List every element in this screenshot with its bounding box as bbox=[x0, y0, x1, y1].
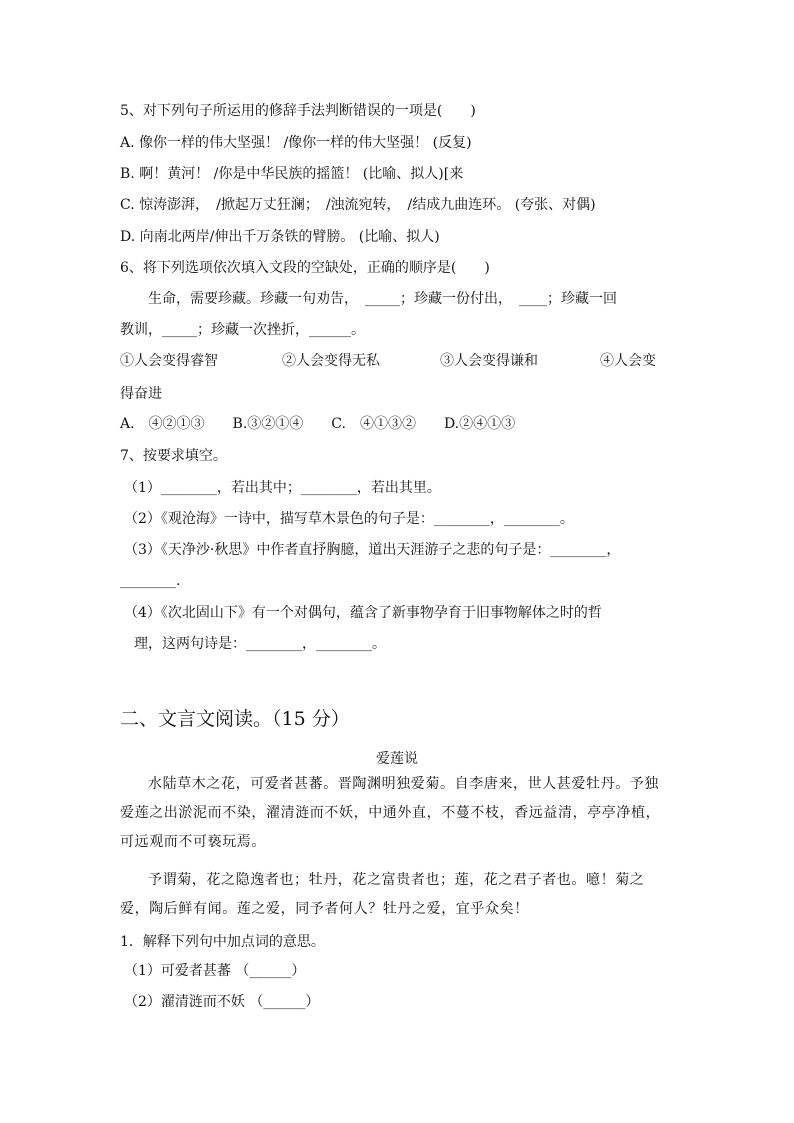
q6-opt-3: ③人会变得谦和 bbox=[440, 353, 538, 369]
q6-text-line2: 教训，_____；珍藏一次挫折，______。 bbox=[120, 322, 365, 338]
q5-option-d: D. 向南北两岸/伸出千万条铁的臂膀。 (比喻、拟人) bbox=[120, 229, 440, 245]
s2-q1-stem: 1．解释下列句中加点词的意思。 bbox=[120, 934, 325, 950]
section-2-heading: 二、文言文阅读。（15 分） bbox=[120, 708, 350, 730]
q5-stem: 5、对下列句子所运用的修辞手法判断错误的一项是( ) bbox=[120, 103, 476, 119]
s2-q1-item-2: （2）濯清涟而不妖 （______） bbox=[124, 994, 320, 1010]
q6-answer-choices: A. ④②①③ B.③②①④ C. ④①③② D.②④①③ bbox=[120, 416, 516, 432]
s2-q1-item-1: （1）可爱者甚蕃 （______） bbox=[124, 963, 306, 979]
q7-item-2: （2）《观沧海》一诗中，描写草木景色的句子是：________，________。 bbox=[124, 511, 574, 527]
q5-option-a: A. 像你一样的伟大坚强！ /像你一样的伟大坚强！ (反复) bbox=[120, 135, 472, 151]
passage-title: 爱莲说 bbox=[376, 751, 418, 767]
q5-option-b: B. 啊！黄河！ /你是中华民族的摇篮！ (比喻、拟人)[来 bbox=[120, 166, 464, 182]
q7-item-4a: （4）《次北固山下》有一个对偶句，蕴含了新事物孕育于旧事物解体之时的哲 bbox=[124, 605, 602, 621]
q6-options-row bbox=[120, 351, 656, 371]
q6-stem: 6、将下列选项依次填入文段的空缺处，正确的顺序是( ) bbox=[120, 260, 490, 276]
passage-paragraph-2: 予谓菊，花之隐逸者也；牡丹，花之富贵者也；莲，花之君子者也。噫！菊之爱，陶后鲜有闻。莲之爱，同予者何人？牡丹之爱，宜乎众矣！ bbox=[120, 872, 645, 917]
q6-text-line1: 生命，需要珍藏。珍藏一句劝告， _____；珍藏一份付出， ____；珍藏一回 bbox=[148, 291, 617, 307]
passage-paragraph-1: 水陆草木之花，可爱者甚蕃。晋陶渊明独爱菊。自李唐来，世人甚爱牡丹。予独爱莲之出淤泥而不染，濯清涟而不妖，中通外直，不蔓不枝，香远益清，亭亭净植，可远观而不可亵玩焉。 bbox=[120, 776, 661, 850]
q6-opt-4: ④人会变 bbox=[600, 353, 656, 369]
q6-opt-1: ①人会变得睿智 bbox=[120, 353, 218, 369]
q7-stem: 7、按要求填空。 bbox=[120, 448, 227, 464]
q7-item-1: （1）________，若出其中；________，若出其里。 bbox=[124, 480, 441, 496]
q6-opt-2: ②人会变得无私 bbox=[282, 353, 380, 369]
q7-item-4b: 理，这两句诗是：________，________。 bbox=[134, 636, 386, 652]
q7-item-3a: （3）《天净沙·秋思》中作者直抒胸臆，道出天涯游子之悲的句子是：________， bbox=[124, 542, 621, 558]
q6-opt-4-continued: 得奋进 bbox=[120, 386, 162, 402]
q5-option-c: C. 惊涛澎湃， /掀起万丈狂澜； /浊流宛转， /结成九曲连环。 (夸张、对偶) bbox=[120, 197, 596, 213]
q7-item-3b: ________. bbox=[120, 573, 181, 589]
